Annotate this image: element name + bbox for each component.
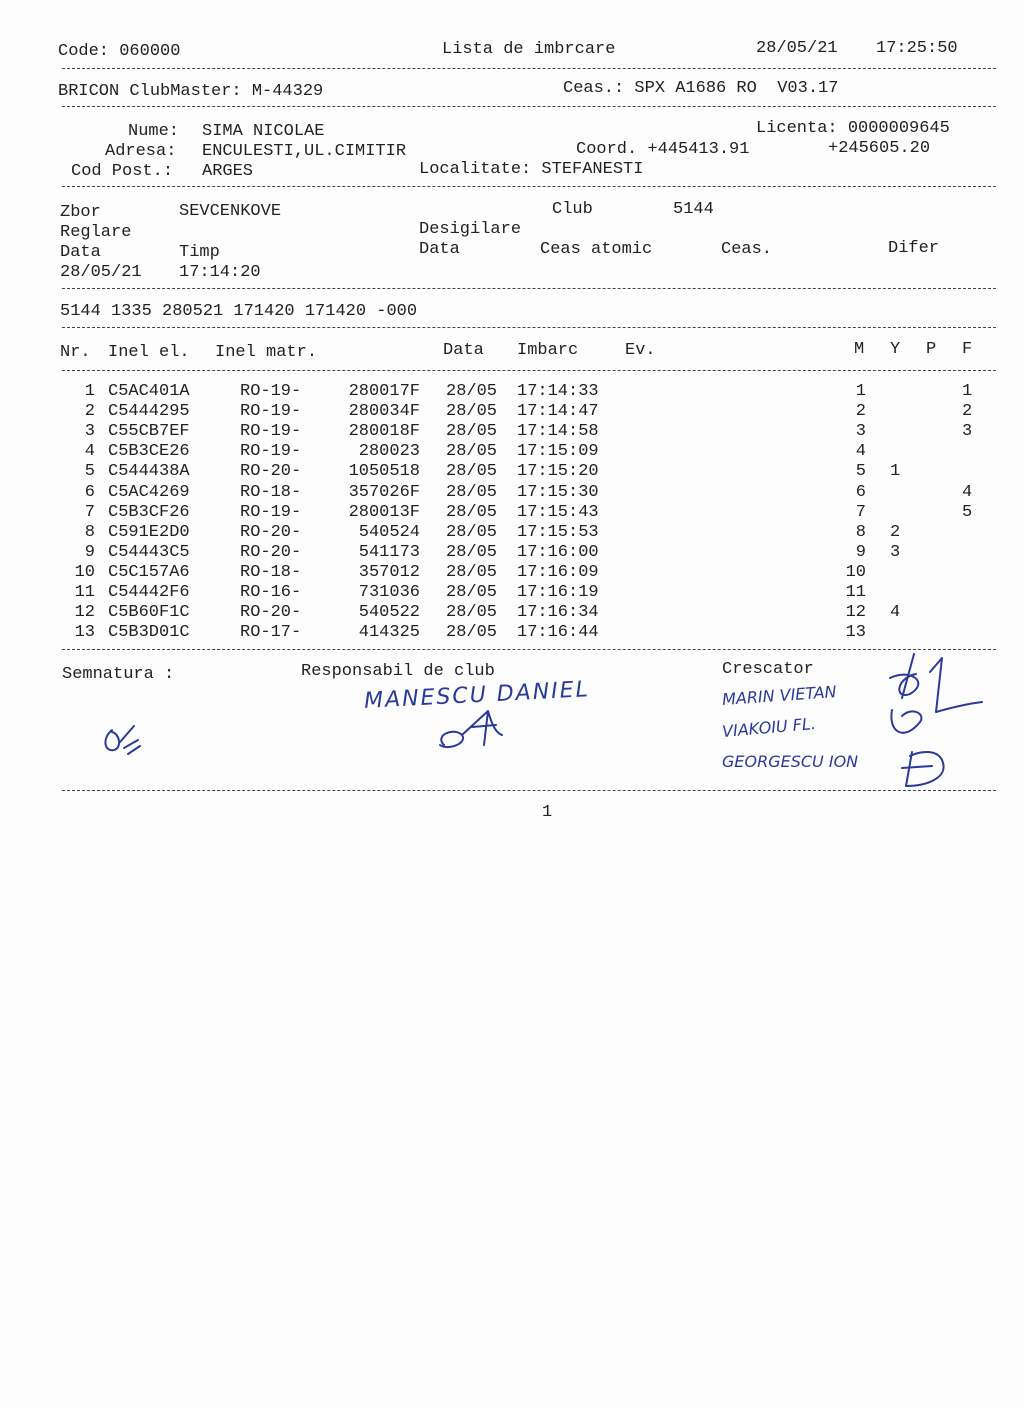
divider	[62, 649, 996, 650]
cell-nr: 7	[84, 502, 95, 522]
cell-date: 28/05	[446, 442, 498, 462]
cell-ring-matr: 541173	[358, 542, 420, 562]
breeder-signature-2	[886, 702, 946, 752]
cell-ring-el: C5C157A6	[108, 562, 190, 582]
col-header-m: M	[854, 340, 865, 359]
col-header-ring-matr: Inel matr.	[215, 343, 318, 362]
signature-label: Semnatura :	[62, 665, 175, 684]
cell-y: 3	[890, 542, 901, 562]
cell-time: 17:15:43	[517, 502, 599, 522]
cell-ring-prefix: RO-17-	[240, 623, 302, 643]
cell-ring-prefix: RO-18-	[240, 482, 302, 502]
owner-signature	[98, 720, 158, 770]
cell-nr: 11	[74, 583, 95, 602]
cell-y: 4	[890, 603, 901, 623]
cell-ring-matr: 357026F	[348, 482, 420, 502]
postal-code-label: Cod Post.:	[71, 162, 174, 181]
col-header-ring-el: Inel el.	[108, 343, 190, 362]
cell-y: 1	[890, 462, 901, 482]
cell-time: 17:16:00	[517, 542, 599, 562]
flight-name: SEVCENKOVE	[179, 202, 282, 221]
club-number: 5144	[673, 200, 714, 219]
difference-label: Difer	[888, 239, 940, 258]
cell-ring-el: C5444295	[108, 402, 190, 422]
cell-ring-prefix: RO-20-	[240, 603, 302, 623]
divider	[62, 370, 996, 371]
cell-time: 17:14:47	[517, 402, 599, 422]
cell-date: 28/05	[446, 583, 498, 602]
cell-ring-el: C55CB7EF	[108, 422, 190, 442]
cell-ring-el: C5B3CE26	[108, 442, 190, 462]
table-row	[0, 382, 1024, 402]
cell-ring-matr: 280018F	[348, 422, 420, 442]
cell-f: 5	[962, 502, 973, 522]
cell-m: 5	[855, 462, 866, 482]
cell-date: 28/05	[446, 623, 498, 643]
cell-nr: 12	[74, 603, 95, 623]
table-row	[0, 402, 1024, 422]
cell-ring-prefix: RO-19-	[240, 502, 302, 522]
breeder-label: Crescator	[722, 660, 814, 679]
cell-ring-matr: 280023	[358, 442, 420, 462]
cell-y: 2	[890, 522, 901, 542]
cell-m: 1	[855, 382, 866, 401]
cell-ring-prefix: RO-19-	[240, 382, 302, 401]
document-title: Lista de imbrcare	[442, 40, 616, 59]
cell-ring-matr: 280034F	[348, 402, 420, 422]
date-label-2: Data	[419, 240, 460, 259]
cell-ring-matr: 540522	[358, 603, 420, 623]
setting-time: 17:14:20	[179, 263, 261, 282]
divider	[62, 790, 996, 791]
divider	[62, 106, 996, 107]
cell-m: 7	[855, 502, 866, 522]
col-header-p: P	[926, 340, 937, 359]
cell-date: 28/05	[446, 603, 498, 623]
cell-ring-prefix: RO-18-	[240, 562, 302, 582]
club-label: Club	[552, 200, 593, 219]
col-header-date: Data	[443, 341, 484, 360]
table-row	[0, 523, 1024, 543]
cell-date: 28/05	[446, 562, 498, 582]
cell-time: 17:15:30	[517, 482, 599, 502]
cell-date: 28/05	[446, 522, 498, 542]
cell-date: 28/05	[446, 402, 498, 422]
cell-ring-el: C591E2D0	[108, 522, 190, 542]
col-header-y: Y	[890, 340, 901, 359]
cell-nr: 6	[84, 482, 95, 502]
divider	[62, 327, 996, 328]
document-code: Code: 060000	[58, 42, 181, 61]
breeder-handwritten-name-1: MARIN VIETAN	[721, 682, 838, 709]
cell-nr: 13	[74, 623, 95, 643]
table-row	[0, 503, 1024, 523]
clock-id: Ceas.: SPX A1686 RO V03.17	[563, 79, 839, 98]
col-header-f: F	[962, 340, 973, 359]
cell-time: 17:15:53	[517, 522, 599, 542]
print-date: 28/05/21	[756, 39, 838, 58]
cell-m: 2	[855, 402, 866, 422]
table-row	[0, 422, 1024, 442]
table-row	[0, 483, 1024, 503]
table-row	[0, 462, 1024, 482]
cell-ring-matr: 357012	[358, 562, 420, 582]
unsealing-label: Desigilare	[419, 220, 522, 239]
cell-ring-el: C5B3CF26	[108, 502, 190, 522]
cell-nr: 10	[74, 562, 95, 582]
cell-f: 4	[962, 482, 973, 502]
clock-label: Ceas.	[721, 240, 773, 259]
name-label: Nume:	[128, 122, 180, 141]
cell-time: 17:15:20	[517, 462, 599, 482]
cell-time: 17:15:09	[517, 442, 599, 462]
code-line: 5144 1335 280521 171420 171420 -000	[60, 302, 418, 321]
cell-date: 28/05	[446, 462, 498, 482]
cell-m: 13	[845, 623, 866, 643]
cell-ring-matr: 540524	[358, 522, 420, 542]
table-row	[0, 563, 1024, 583]
cell-f: 2	[962, 402, 973, 422]
cell-date: 28/05	[446, 382, 498, 401]
cell-ring-prefix: RO-19-	[240, 422, 302, 442]
cell-nr: 2	[84, 402, 95, 422]
cell-ring-el: C54443C5	[108, 542, 190, 562]
cell-ring-prefix: RO-20-	[240, 462, 302, 482]
cell-m: 11	[845, 583, 866, 602]
cell-nr: 4	[84, 442, 95, 462]
cell-date: 28/05	[446, 502, 498, 522]
coordinates: Coord. +445413.91	[576, 140, 750, 159]
cell-ring-el: C5AC4269	[108, 482, 190, 502]
cell-ring-prefix: RO-16-	[240, 583, 302, 602]
cell-m: 3	[855, 422, 866, 442]
cell-time: 17:14:33	[517, 382, 599, 401]
table-row	[0, 583, 1024, 603]
cell-time: 17:16:09	[517, 562, 599, 582]
setting-date: 28/05/21	[60, 263, 142, 282]
table-row	[0, 442, 1024, 462]
clubmaster-id: BRICON ClubMaster: M-44329	[58, 82, 324, 101]
cell-m: 8	[855, 522, 866, 542]
cell-nr: 1	[84, 382, 95, 401]
atomic-clock-label: Ceas atomic	[540, 240, 653, 259]
breeder-handwritten-name-2: VIAKOIU FL.	[721, 713, 817, 742]
flight-label: Zbor	[60, 203, 101, 222]
print-time: 17:25:50	[876, 39, 958, 58]
postal-code: ARGES	[202, 162, 254, 181]
cell-ring-el: C544438A	[108, 462, 190, 482]
divider	[62, 186, 996, 187]
cell-ring-prefix: RO-20-	[240, 522, 302, 542]
cell-ring-matr: 1050518	[348, 462, 420, 482]
club-responsible-signature	[432, 705, 522, 765]
col-header-nr: Nr.	[60, 343, 91, 362]
table-row	[0, 543, 1024, 563]
coordinates-2: +245605.20	[828, 139, 931, 158]
address-label: Adresa:	[105, 142, 177, 161]
cell-time: 17:16:19	[517, 583, 599, 602]
cell-ring-el: C5B3D01C	[108, 623, 190, 643]
page-number: 1	[542, 803, 553, 822]
cell-ring-el: C5B60F1C	[108, 603, 190, 623]
date-label: Data	[60, 243, 101, 262]
table-row	[0, 603, 1024, 623]
setting-label: Reglare	[60, 223, 132, 242]
cell-m: 12	[845, 603, 866, 623]
locality: Localitate: STEFANESTI	[419, 160, 644, 179]
divider	[62, 68, 996, 69]
cell-date: 28/05	[446, 422, 498, 442]
breeder-signature-3	[898, 746, 968, 796]
cell-date: 28/05	[446, 482, 498, 502]
cell-m: 4	[855, 442, 866, 462]
cell-ring-prefix: RO-19-	[240, 442, 302, 462]
cell-nr: 5	[84, 462, 95, 482]
cell-nr: 8	[84, 522, 95, 542]
club-responsible-label: Responsabil de club	[301, 662, 495, 681]
cell-ring-matr: 731036	[358, 583, 420, 602]
table-row	[0, 623, 1024, 643]
cell-m: 6	[855, 482, 866, 502]
cell-m: 9	[855, 542, 866, 562]
cell-nr: 9	[84, 542, 95, 562]
cell-time: 17:14:58	[517, 422, 599, 442]
breeder-handwritten-name-3: GEORGESCU ION	[722, 752, 859, 771]
time-label: Timp	[179, 243, 220, 262]
cell-ring-matr: 414325	[358, 623, 420, 643]
cell-ring-prefix: RO-19-	[240, 402, 302, 422]
cell-ring-matr: 280017F	[348, 382, 420, 401]
cell-ring-matr: 280013F	[348, 502, 420, 522]
cell-ring-el: C5AC401A	[108, 382, 190, 401]
col-header-ev: Ev.	[625, 341, 656, 360]
cell-nr: 3	[84, 422, 95, 442]
cell-date: 28/05	[446, 542, 498, 562]
cell-m: 10	[845, 562, 866, 582]
club-responsible-handwritten-name: MANESCU DANIEL	[363, 677, 591, 714]
owner-address: ENCULESTI,UL.CIMITIR	[202, 142, 407, 161]
cell-time: 17:16:44	[517, 623, 599, 643]
license-number: Licenta: 0000009645	[756, 119, 950, 138]
cell-time: 17:16:34	[517, 603, 599, 623]
cell-f: 1	[962, 382, 973, 401]
divider	[62, 288, 996, 289]
cell-f: 3	[962, 422, 973, 442]
cell-ring-el: C54442F6	[108, 583, 190, 602]
owner-name: SIMA NICOLAE	[202, 122, 325, 141]
col-header-embark: Imbarc	[517, 341, 579, 360]
cell-ring-prefix: RO-20-	[240, 542, 302, 562]
